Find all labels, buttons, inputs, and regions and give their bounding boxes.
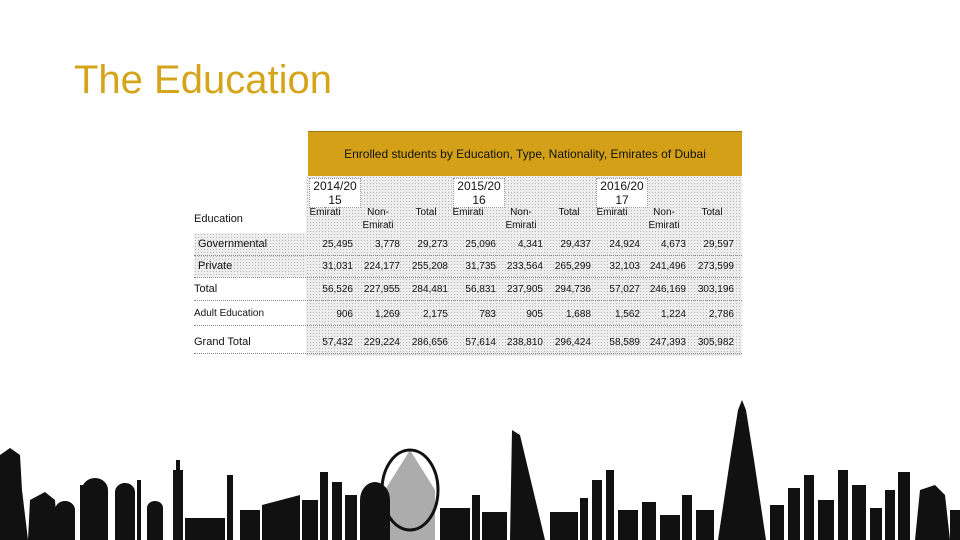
sub-column-header: Total xyxy=(558,207,580,218)
sub-column-header: Non-Emirati xyxy=(505,207,537,231)
sub-column-header: Emirati xyxy=(452,207,484,218)
table-cell: 1,269 xyxy=(374,309,400,320)
table-cell: 4,673 xyxy=(660,239,686,250)
table-cell: 2,175 xyxy=(422,309,448,320)
table-caption xyxy=(308,131,742,177)
table-cell: 286,656 xyxy=(411,337,448,348)
table-cell: 233,564 xyxy=(506,261,543,272)
sub-column-header: Emirati xyxy=(309,207,341,218)
table-cell: 1,224 xyxy=(660,309,686,320)
row-divider xyxy=(194,300,742,301)
table-cell: 265,299 xyxy=(554,261,591,272)
sub-column-header: Total xyxy=(415,207,437,218)
table-cell: 1,562 xyxy=(614,309,640,320)
table-cell: 31,031 xyxy=(322,261,353,272)
table-cell: 227,955 xyxy=(363,284,400,295)
table-cell: 29,437 xyxy=(560,239,591,250)
table-cell: 284,481 xyxy=(411,284,448,295)
row-header-label: Education xyxy=(194,213,243,225)
row-label: Grand Total xyxy=(194,336,251,348)
table-cell: 255,208 xyxy=(411,261,448,272)
row-divider xyxy=(194,255,742,256)
table-cell: 241,496 xyxy=(649,261,686,272)
table-cell: 4,341 xyxy=(517,239,543,250)
table-cell: 294,736 xyxy=(554,284,591,295)
table-cell: 224,177 xyxy=(363,261,400,272)
table-cell: 2,786 xyxy=(708,309,734,320)
table-cell: 296,424 xyxy=(554,337,591,348)
sub-column-header: Non-Emirati xyxy=(362,207,394,231)
table-cell: 3,778 xyxy=(374,239,400,250)
sub-column-header: Emirati xyxy=(596,207,628,218)
dubai-skyline-silhouette xyxy=(0,400,960,540)
table-cell: 31,735 xyxy=(465,261,496,272)
row-label: Private xyxy=(198,260,233,272)
table-cell: 25,495 xyxy=(322,239,353,250)
table-cell: 305,982 xyxy=(697,337,734,348)
table-cell: 24,924 xyxy=(609,239,640,250)
row-divider xyxy=(194,325,742,326)
table-cell: 29,597 xyxy=(703,239,734,250)
table-cell: 905 xyxy=(526,309,543,320)
table-cell: 57,432 xyxy=(322,337,353,348)
row-divider xyxy=(194,353,742,354)
table-cell: 57,614 xyxy=(465,337,496,348)
table-cell: 247,393 xyxy=(649,337,686,348)
row-label: Total xyxy=(194,283,218,295)
year-header-1: 2014/20 15 xyxy=(309,178,361,208)
sub-column-header: Total xyxy=(701,207,723,218)
table-cell: 25,096 xyxy=(465,239,496,250)
table-cell: 229,224 xyxy=(363,337,400,348)
table-cell: 56,831 xyxy=(465,284,496,295)
table-caption-text: Enrolled students by Education, Type, Nationality, Emirates of Dubai xyxy=(344,147,706,161)
table-cell: 238,810 xyxy=(506,337,543,348)
table-cell: 273,599 xyxy=(697,261,734,272)
table-cell: 783 xyxy=(479,309,496,320)
table-cell: 32,103 xyxy=(609,261,640,272)
sub-column-header: Non-Emirati xyxy=(648,207,680,231)
table-cell: 1,688 xyxy=(565,309,591,320)
table-cell: 246,169 xyxy=(649,284,686,295)
table-cell: 58,589 xyxy=(609,337,640,348)
table-cell: 906 xyxy=(336,309,353,320)
table-cell: 56,526 xyxy=(322,284,353,295)
slide-title: The Education xyxy=(74,58,332,102)
row-label: Adult Education xyxy=(194,308,265,319)
table-cell: 237,905 xyxy=(506,284,543,295)
table-cell: 29,273 xyxy=(417,239,448,250)
row-label: Governmental xyxy=(198,238,268,250)
row-divider xyxy=(194,277,742,278)
year-header-3: 2016/20 17 xyxy=(596,178,648,208)
table-cell: 303,196 xyxy=(697,284,734,295)
year-header-2: 2015/20 16 xyxy=(453,178,505,208)
table-cell: 57,027 xyxy=(609,284,640,295)
